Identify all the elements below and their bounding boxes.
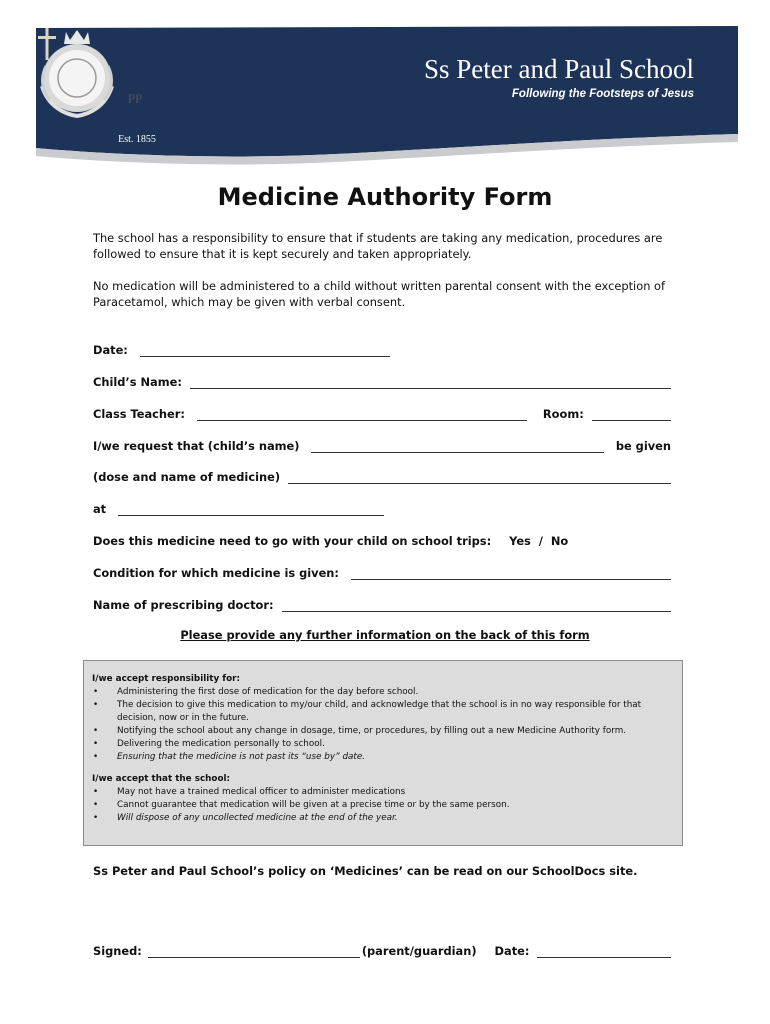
class-teacher-label: Class Teacher: xyxy=(93,407,185,421)
signature-field[interactable] xyxy=(148,947,360,958)
request-child-name-field[interactable] xyxy=(311,442,603,453)
condition-label: Condition for which medicine is given: xyxy=(93,566,339,580)
request-label: I/we request that (child’s name) xyxy=(93,439,300,453)
child-name-row xyxy=(93,373,671,389)
crest-initials: PP xyxy=(127,91,143,106)
list-item: • May not have a trained medical officer to administer medications xyxy=(92,786,672,799)
school-name: Ss Peter and Paul School xyxy=(424,54,694,84)
list-item: • Delivering the medication personally to school. xyxy=(92,738,672,751)
school-acceptance-list xyxy=(92,786,672,825)
date-row xyxy=(93,341,671,357)
cross-icon xyxy=(36,26,58,62)
doctor-label: Name of prescribing doctor: xyxy=(93,598,274,612)
responsibility-heading: I/we accept responsibility for: xyxy=(92,674,241,684)
dose-label: (dose and name of medicine) xyxy=(93,470,281,484)
consent-paragraph: No medication will be administered to a child without written parental consent with the exception of Paracetamol, which may be given with verbal consent. xyxy=(93,279,666,309)
date-label: Date: xyxy=(93,343,128,357)
condition-row xyxy=(93,564,671,580)
list-item: • The decision to give this medication to my/our child, and acknowledge that the school is in no way responsible for that decision, now or in the future. xyxy=(92,699,672,725)
at-label: at xyxy=(93,502,107,516)
list-item: • Ensuring that the medicine is not past its “use by” date. xyxy=(92,751,672,764)
established-year: Est. 1855 xyxy=(118,134,156,145)
signed-label: Signed: xyxy=(93,944,142,958)
doctor-row xyxy=(93,596,671,612)
request-row xyxy=(93,437,671,453)
responsibility-box xyxy=(83,660,683,846)
parent-guardian-label: (parent/guardian) xyxy=(361,944,477,958)
at-field[interactable] xyxy=(118,505,384,516)
list-item: • Administering the first dose of medication for the day before school. xyxy=(92,686,672,699)
signature-row xyxy=(93,942,671,958)
page-title: Medicine Authority Form xyxy=(217,183,553,211)
signature-date-field[interactable] xyxy=(537,947,671,958)
school-motto: Following the Footsteps of Jesus xyxy=(511,88,694,100)
class-teacher-field[interactable] xyxy=(197,410,527,421)
dose-field[interactable] xyxy=(288,473,671,484)
be-given-label: be given xyxy=(615,439,671,453)
school-banner xyxy=(36,26,738,166)
yes-no-options[interactable]: Yes / No xyxy=(509,534,569,548)
doctor-field[interactable] xyxy=(282,601,671,612)
intro-paragraph: The school has a responsibility to ensure that if students are taking any medication, procedures are followed to ensure that it is kept securely and taken appropriately. xyxy=(93,231,663,261)
child-name-label: Child’s Name: xyxy=(93,375,182,389)
date-field[interactable] xyxy=(140,346,390,357)
dose-row xyxy=(93,468,671,484)
signature-date-label: Date: xyxy=(494,944,530,958)
condition-field[interactable] xyxy=(351,569,671,580)
at-row xyxy=(93,500,671,516)
room-field[interactable] xyxy=(592,410,671,421)
list-item: • Will dispose of any uncollected medicine at the end of the year. xyxy=(92,812,672,825)
policy-note: Ss Peter and Paul School’s policy on ‘Medicines’ can be read on our SchoolDocs site. xyxy=(93,864,638,878)
list-item: • Cannot guarantee that medication will be given at a precise time or by the same person. xyxy=(92,799,672,812)
class-teacher-row xyxy=(93,405,671,421)
responsibility-list xyxy=(92,686,672,764)
school-acceptance-heading: I/we accept that the school: xyxy=(92,774,231,784)
room-label: Room: xyxy=(542,407,584,421)
school-trips-row xyxy=(93,532,671,548)
list-item: • Notifying the school about any change in dosage, time, or procedures, by filling out a new Medicine Authority form. xyxy=(92,725,672,738)
child-name-field[interactable] xyxy=(190,378,671,389)
school-trips-question: Does this medicine need to go with your child on school trips: xyxy=(93,534,492,548)
further-info-note: Please provide any further information on the back of this form xyxy=(180,628,590,642)
